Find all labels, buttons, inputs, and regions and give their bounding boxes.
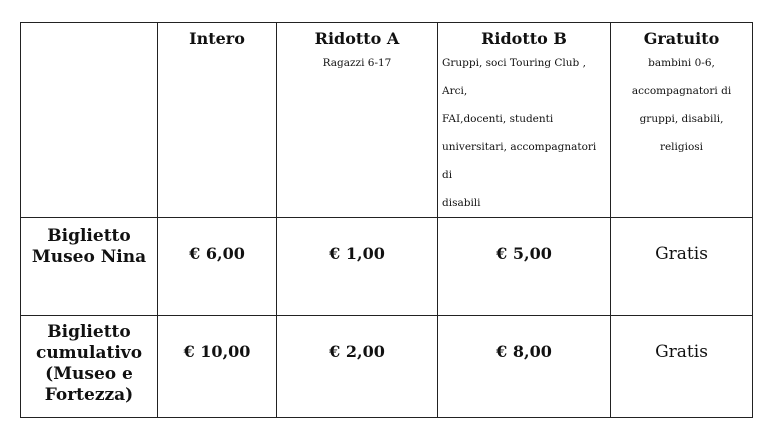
header-note-line: bambini 0-6, (648, 57, 715, 69)
header-ridotto-b (438, 23, 611, 218)
header-note-line: disabili (442, 197, 481, 209)
header-note-line: gruppi, disabili, (639, 113, 724, 125)
header-note-line: Gruppi, soci Touring Club , Arci, (442, 57, 586, 97)
price-cell-intero: € 10,00 (158, 316, 277, 418)
price-cell-ridotto-a: € 2,00 (277, 316, 438, 418)
header-empty-cell (21, 23, 158, 218)
header-note-ridotto-a: Ragazzi 6-17 (322, 57, 392, 69)
table-row (21, 316, 753, 418)
header-note-line: universitari, accompagnatori di (442, 141, 597, 181)
row-label-line: cumulativo (35, 343, 143, 363)
price-cell-ridotto-b: € 5,00 (438, 218, 611, 316)
header-ridotto-a (277, 23, 438, 218)
price-cell-ridotto-a: € 1,00 (277, 218, 438, 316)
table-header-row (21, 23, 753, 218)
row-label-line: Museo Nina (31, 247, 147, 267)
price-cell-gratuito: Gratis (611, 316, 753, 418)
header-gratuito (611, 23, 753, 218)
row-label-line: (Museo e (45, 364, 133, 384)
header-title-gratuito: Gratuito (643, 29, 720, 48)
row-label-line: Biglietto (47, 226, 131, 246)
header-title-ridotto-b: Ridotto B (481, 29, 567, 48)
header-note-line: accompagnatori di (631, 85, 732, 97)
price-cell-intero: € 6,00 (158, 218, 277, 316)
header-intero (158, 23, 277, 218)
table-row (21, 218, 753, 316)
row-label-museo-nina (21, 218, 158, 316)
price-cell-ridotto-b: € 8,00 (438, 316, 611, 418)
price-cell-gratuito: Gratis (611, 218, 753, 316)
ticket-price-table (20, 22, 753, 418)
header-note-line: FAI,docenti, studenti (442, 113, 554, 125)
row-label-line: Fortezza) (44, 385, 134, 405)
header-note-line: religiosi (659, 141, 704, 153)
row-label-cumulativo (21, 316, 158, 418)
row-label-line: Biglietto (47, 322, 131, 342)
header-title-intero: Intero (189, 29, 245, 48)
header-title-ridotto-a: Ridotto A (314, 29, 400, 48)
